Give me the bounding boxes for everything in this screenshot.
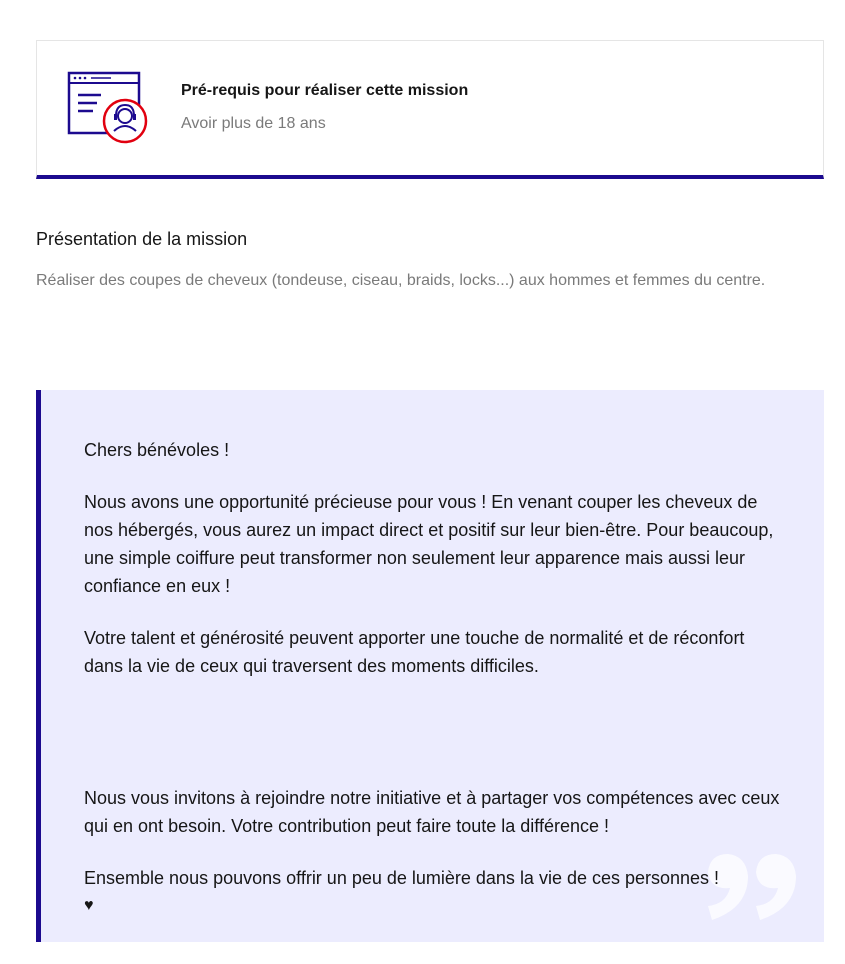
message-greeting: Chers bénévoles ! bbox=[84, 440, 230, 460]
message-quote-box bbox=[36, 390, 824, 942]
message-paragraph-1: Nous avons une opportunité précieuse pour vous ! En venant couper les cheveux de nos hébergés, vous aurez un impact direct et positif sur leur bien-être. Pour beaucoup, une simple coiffure peut transformer non seulement leur apparence mais aussi leur confiance en eux ! bbox=[84, 492, 774, 596]
message-paragraph-4: Ensemble nous pouvons offrir un peu de lumière dans la vie de ces personnes ! bbox=[84, 868, 720, 888]
message-paragraph-2: Votre talent et générosité peuvent apporter une touche de normalité et de réconfort dans la vie de ceux qui traversent des moments difficiles. bbox=[84, 628, 745, 676]
message-spacer bbox=[84, 704, 784, 784]
prerequisites-value: Avoir plus de 18 ans bbox=[181, 115, 326, 132]
prerequisites-card bbox=[36, 40, 824, 179]
heart-symbol: ♥ bbox=[84, 897, 94, 914]
prerequisites-title: Pré-requis pour réaliser cette mission bbox=[181, 82, 469, 99]
message-paragraph-3: Nous vous invitons à rejoindre notre initiative et à partager vos compétences avec ceux qui en ont besoin. Votre contribution peut faire toute la différence ! bbox=[84, 788, 780, 836]
presentation-title: Présentation de la mission bbox=[36, 229, 248, 249]
presentation-text: Réaliser des coupes de cheveux (tondeuse, ciseau, braids, locks...) aux hommes et femmes du centre. bbox=[36, 272, 766, 289]
volunteer-profile-icon bbox=[67, 71, 151, 145]
message-content bbox=[84, 436, 784, 920]
